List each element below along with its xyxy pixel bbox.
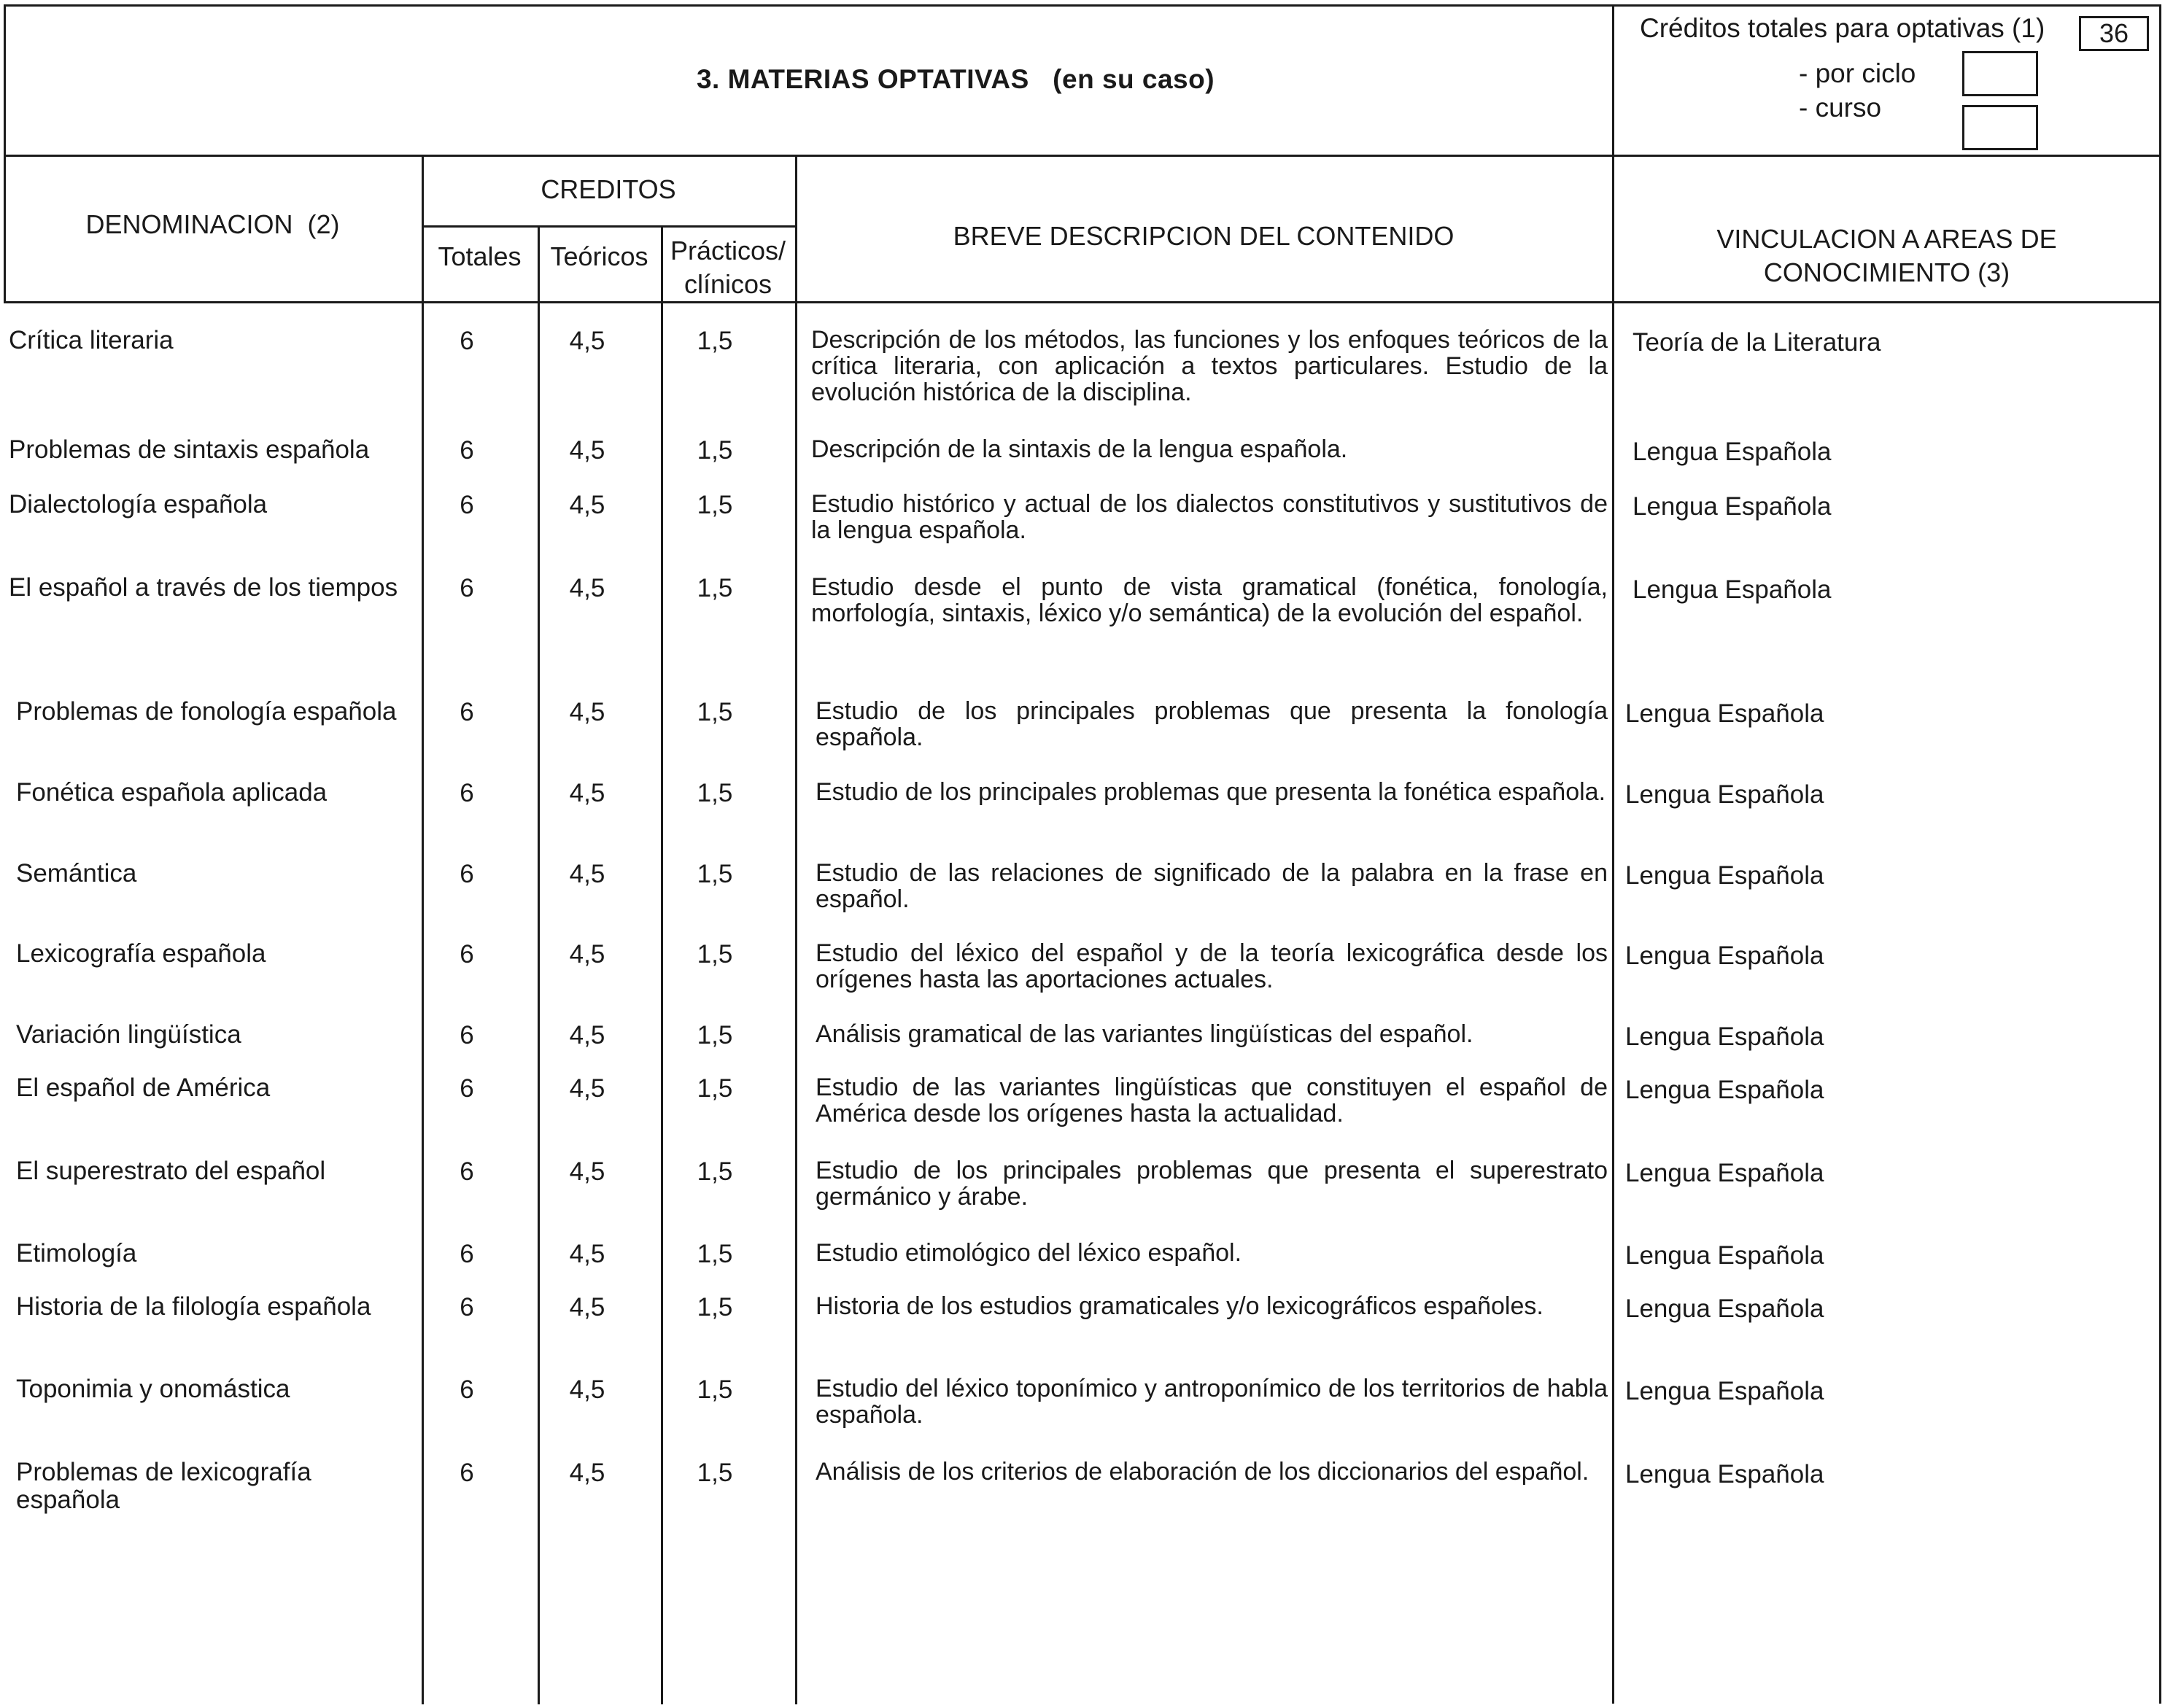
row-descripcion: Estudio desde el punto de vista gramatical (fonética, fonología, morfología, sintaxis, léxico y/o semántica) de la evolución del español. <box>811 573 1608 627</box>
col-header-teoricos: Teóricos <box>550 241 648 271</box>
row-practicos: 1,5 <box>697 1157 733 1186</box>
creditos-sub-divider <box>422 225 795 228</box>
row-vinculacion: Lengua Española <box>1625 1076 1824 1104</box>
row-vinculacion: Lengua Española <box>1625 861 1824 890</box>
row-denominacion: Variación lingüística <box>16 1020 241 1049</box>
col-header-totales: Totales <box>438 241 522 271</box>
row-descripcion: Estudio histórico y actual de los dialectos constitutivos y sustitutivos de la lengua española. <box>811 490 1608 544</box>
row-vinculacion: Lengua Española <box>1625 780 1824 809</box>
row-teoricos: 4,5 <box>569 574 605 602</box>
row-practicos: 1,5 <box>697 940 733 968</box>
col-header-practicos-1: Prácticos/ <box>670 236 786 265</box>
row-teoricos: 4,5 <box>569 779 605 807</box>
row-vinculacion: Lengua Española <box>1625 1460 1824 1488</box>
row-descripcion: Análisis de los criterios de elaboración de los diccionarios del español. <box>816 1458 1589 1486</box>
row-descripcion: Estudio de los principales problemas que presenta el superestrato germánico y árabe. <box>816 1157 1608 1211</box>
column-header-divider <box>4 301 2161 303</box>
row-practicos: 1,5 <box>697 698 733 726</box>
row-descripcion: Estudio de las variantes lingüísticas que constituyen el español de América desde los orígenes hasta la actualidad. <box>816 1074 1608 1127</box>
row-practicos: 1,5 <box>697 860 733 888</box>
row-descripcion: Historia de los estudios gramaticales y/o lexicográficos españoles. <box>816 1292 1544 1320</box>
row-vinculacion: Lengua Española <box>1633 438 1832 466</box>
row-vinculacion: Lengua Española <box>1633 575 1832 604</box>
row-practicos: 1,5 <box>697 1293 733 1321</box>
row-practicos: 1,5 <box>697 491 733 519</box>
row-totales: 6 <box>460 327 474 355</box>
col-descripcion-left <box>795 155 797 1704</box>
row-denominacion: Etimología <box>16 1239 137 1268</box>
row-practicos: 1,5 <box>697 574 733 602</box>
row-vinculacion: Lengua Española <box>1625 1241 1824 1270</box>
row-totales: 6 <box>460 436 474 465</box>
row-practicos: 1,5 <box>697 1074 733 1103</box>
row-totales: 6 <box>460 1375 474 1404</box>
row-totales: 6 <box>460 1157 474 1186</box>
row-denominacion: Problemas de fonología española <box>16 697 397 726</box>
col-header-denominacion: DENOMINACION (2) <box>85 209 340 239</box>
row-denominacion: Dialectología española <box>9 490 268 519</box>
row-practicos: 1,5 <box>697 1240 733 1268</box>
curso-label: - curso <box>1799 93 1882 123</box>
credits-total-value: 36 <box>2099 18 2129 48</box>
row-descripcion: Estudio de los principales problemas que presenta la fonética española. <box>816 778 1606 806</box>
row-totales: 6 <box>460 1074 474 1103</box>
curso-value <box>1964 107 2036 148</box>
row-denominacion: Historia de la filología española <box>16 1292 371 1321</box>
col-header-practicos-2: clínicos <box>683 269 772 299</box>
row-descripcion: Descripción de la sintaxis de la lengua española. <box>811 435 1348 463</box>
row-teoricos: 4,5 <box>569 1375 605 1404</box>
row-teoricos: 4,5 <box>569 1074 605 1103</box>
row-vinculacion: Lengua Española <box>1625 942 1824 970</box>
row-descripcion: Análisis gramatical de las variantes lingüísticas del español. <box>816 1020 1473 1048</box>
row-practicos: 1,5 <box>697 436 733 465</box>
row-practicos: 1,5 <box>697 1375 733 1404</box>
row-descripcion: Estudio de las relaciones de significado de la palabra en la frase en español. <box>816 859 1608 913</box>
col-header-creditos: CREDITOS <box>541 174 676 204</box>
row-practicos: 1,5 <box>697 327 733 355</box>
col-header-vinculacion-1: VINCULACION A AREAS DE <box>1716 224 2057 254</box>
row-vinculacion: Lengua Española <box>1633 492 1832 521</box>
row-totales: 6 <box>460 779 474 807</box>
row-teoricos: 4,5 <box>569 698 605 726</box>
row-denominacion: Semántica <box>16 859 137 888</box>
row-denominacion: Problemas de sintaxis española <box>9 435 370 464</box>
row-denominacion: Problemas de lexicografía española <box>16 1458 311 1514</box>
row-denominacion: Toponimia y onomástica <box>16 1375 290 1403</box>
row-totales: 6 <box>460 1240 474 1268</box>
row-teoricos: 4,5 <box>569 940 605 968</box>
row-vinculacion: Lengua Española <box>1625 699 1824 728</box>
row-practicos: 1,5 <box>697 779 733 807</box>
row-totales: 6 <box>460 574 474 602</box>
col-header-descripcion: BREVE DESCRIPCION DEL CONTENIDO <box>953 221 1455 251</box>
credits-total-box <box>2079 16 2149 51</box>
row-descripcion: Estudio del léxico del español y de la teoría lexicográfica desde los orígenes hasta las aportaciones actuales. <box>816 939 1608 993</box>
por-ciclo-box <box>1962 51 2038 96</box>
row-totales: 6 <box>460 860 474 888</box>
row-denominacion: Lexicografía española <box>16 939 266 968</box>
row-teoricos: 4,5 <box>569 1021 605 1049</box>
top-border <box>4 4 2161 7</box>
credits-total-label: Créditos totales para optativas (1) <box>1640 13 2045 43</box>
row-teoricos: 4,5 <box>569 1240 605 1268</box>
row-denominacion: El español a través de los tiempos <box>9 573 398 602</box>
col-header-vinculacion-2: CONOCIMIENTO (3) <box>1763 257 2010 287</box>
row-practicos: 1,5 <box>697 1459 733 1487</box>
header-divider <box>4 155 2161 157</box>
row-practicos: 1,5 <box>697 1021 733 1049</box>
col-teoricos-left <box>538 225 540 1704</box>
section-title: 3. MATERIAS OPTATIVAS (en su caso) <box>696 64 1215 94</box>
row-totales: 6 <box>460 1021 474 1049</box>
right-border <box>2159 4 2161 1704</box>
row-denominacion: Crítica literaria <box>9 326 174 354</box>
row-totales: 6 <box>460 1459 474 1487</box>
row-teoricos: 4,5 <box>569 491 605 519</box>
por-ciclo-value <box>1964 53 2036 94</box>
curso-box <box>1962 105 2038 150</box>
row-totales: 6 <box>460 1293 474 1321</box>
row-descripcion: Estudio del léxico toponímico y antroponímico de los territorios de habla española. <box>816 1375 1608 1429</box>
row-teoricos: 4,5 <box>569 436 605 465</box>
row-vinculacion: Lengua Española <box>1625 1022 1824 1051</box>
row-denominacion: El superestrato del español <box>16 1157 326 1185</box>
por-ciclo-label: - por ciclo <box>1799 58 1916 88</box>
row-denominacion: El español de América <box>16 1074 271 1102</box>
row-vinculacion: Lengua Española <box>1625 1159 1824 1187</box>
row-vinculacion: Lengua Española <box>1625 1294 1824 1323</box>
row-descripcion: Descripción de los métodos, las funciones y los enfoques teóricos de la crítica literaria, con aplicación a textos particulares. Estudio de la evolución histórica de la disciplina. <box>811 326 1608 406</box>
row-teoricos: 4,5 <box>569 860 605 888</box>
row-teoricos: 4,5 <box>569 1157 605 1186</box>
row-totales: 6 <box>460 940 474 968</box>
row-teoricos: 4,5 <box>569 327 605 355</box>
row-teoricos: 4,5 <box>569 1293 605 1321</box>
row-teoricos: 4,5 <box>569 1459 605 1487</box>
row-denominacion: Fonética española aplicada <box>16 778 328 807</box>
row-descripcion: Estudio de los principales problemas que presenta la fonología española. <box>816 697 1608 751</box>
row-vinculacion: Teoría de la Literatura <box>1633 328 1881 357</box>
row-descripcion: Estudio etimológico del léxico español. <box>816 1239 1242 1267</box>
row-vinculacion: Lengua Española <box>1625 1377 1824 1405</box>
left-border <box>4 4 6 303</box>
row-totales: 6 <box>460 698 474 726</box>
row-totales: 6 <box>460 491 474 519</box>
col-practicos-left <box>661 225 663 1704</box>
col-totales-left <box>422 155 424 1704</box>
